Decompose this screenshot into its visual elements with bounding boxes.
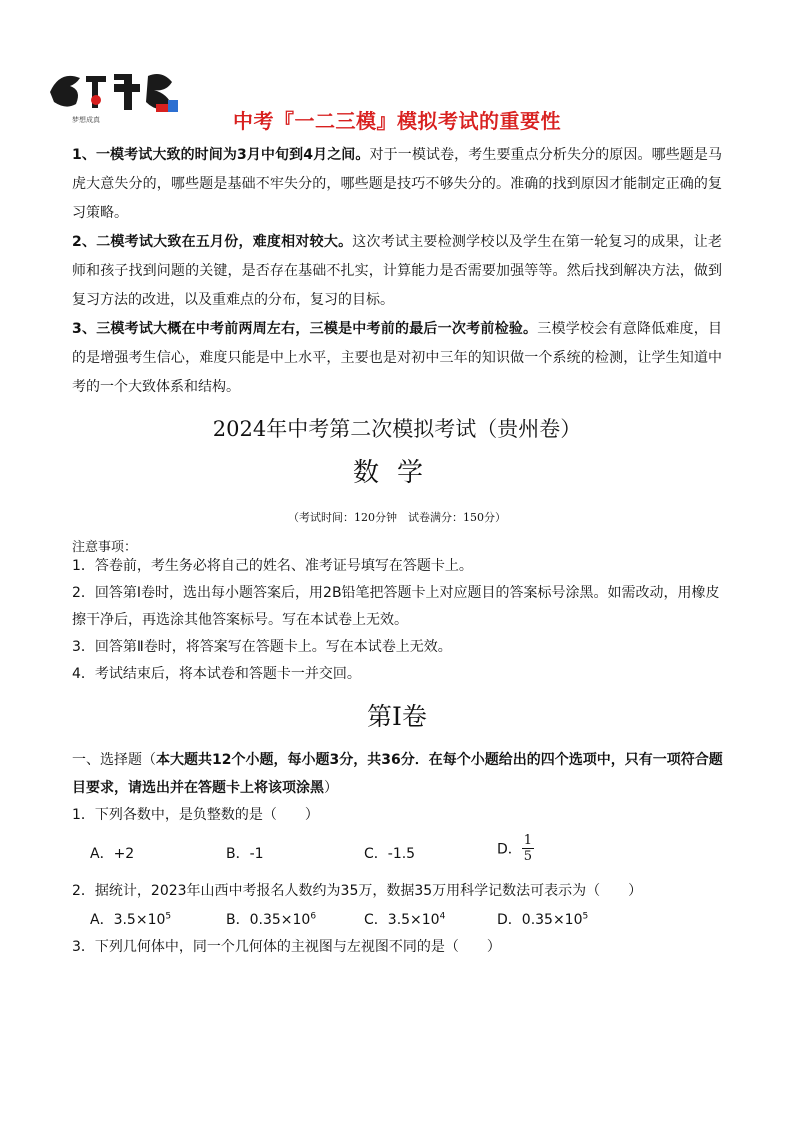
part-title: 第Ⅰ卷 [367,702,427,731]
notice-item-1: 1．答卷前，考生务必将自己的姓名、准考证号填写在答题卡上。 [72,558,473,574]
intro-paragraph-1: 1、一模考试大致的时间为3月中旬到4月之间。对于一模试卷，考生要重点分析失分的原因。哪些题是马虎大意失分的，哪些题是基础不牢失分的，哪些题是技巧不够失分的。准确的找到原因才能制定正确的复习策略。 [72,147,723,221]
question-1-option-c: C．-1.5 [364,846,416,862]
question-2-option-b: B．$0.35\times 10^6$ [226,911,317,928]
fraction: $\frac{1}{5}$ [523,833,533,864]
question-2-option-d: D．$0.35\times 10^5$ [497,911,589,928]
notice-item-4: 4．考试结束后，将本试卷和答题卡一并交回。 [72,666,361,682]
header-title: 中考『一二三模』模拟考试的重要性 [233,109,561,133]
question-2-stem: 2．据统计，2023年山西中考报名人数约为35万，数据35万用科学记数法可表示为（ ） [72,883,643,899]
question-1-option-a: A．+2 [90,846,135,862]
section-intro: 一、选择题（本大题共12个小题，每小题3分，共36分．在每个小题给出的四个选项中，只有一项符合题目要求，请选出并在答题卡上将该项涂黑） [72,752,723,796]
notice-title: 注意事项： [72,540,138,555]
question-1-option-b: B．-1 [226,846,264,862]
exam-title: 2024年中考第二次模拟考试（贵州卷） [212,417,582,441]
question-1-stem: 1．下列各数中，是负整数的是（ ） [72,807,319,823]
question-1-option-d: D． $\frac{1}{5}$ [497,833,533,864]
intro-paragraph-2: 2、二模考试大致在五月份，难度相对较大。这次考试主要检测学校以及学生在第一轮复习的成果，让老师和孩子找到问题的关键，是否存在基础不扎实，计算能力是否需要加强等等。然后找到解决方法，做到复习方法的改进，以及重难点的分布，复习的目标。 [72,234,722,308]
question-2-option-a: A．$3.5\times 10^5$ [90,911,172,928]
logo-subtext: 梦想成真 [72,116,100,124]
intro-paragraph-3: 3、三模考试大概在中考前两周左右，三模是中考前的最后一次考前检验。三模学校会有意降低难度，目的是增强考生信心，难度只能是中上水平，主要也是对初中三年的知识做一个系统的检测，让学生知道中考的一个大致体系和结构。 [72,321,722,395]
notice-item-3: 3．回答第Ⅱ卷时，将答案写在答题卡上。写在本试卷上无效。 [72,639,452,655]
question-3-stem: 3．下列几何体中，同一个几何体的主视图与左视图不同的是（ ） [72,939,501,955]
notice-item-2: 2．回答第Ⅰ卷时，选出每小题答案后，用2B铅笔把答题卡上对应题目的答案标号涂黑。如需改动，用橡皮擦干净后，再选涂其他答案标号。写在本试卷上无效。 [72,585,720,628]
exam-info: （考试时间：120分钟 试卷满分：150分） [288,511,506,524]
question-2-option-c: C．$3.5\times 10^4$ [364,911,446,928]
subject-title: 数学 [352,458,441,488]
